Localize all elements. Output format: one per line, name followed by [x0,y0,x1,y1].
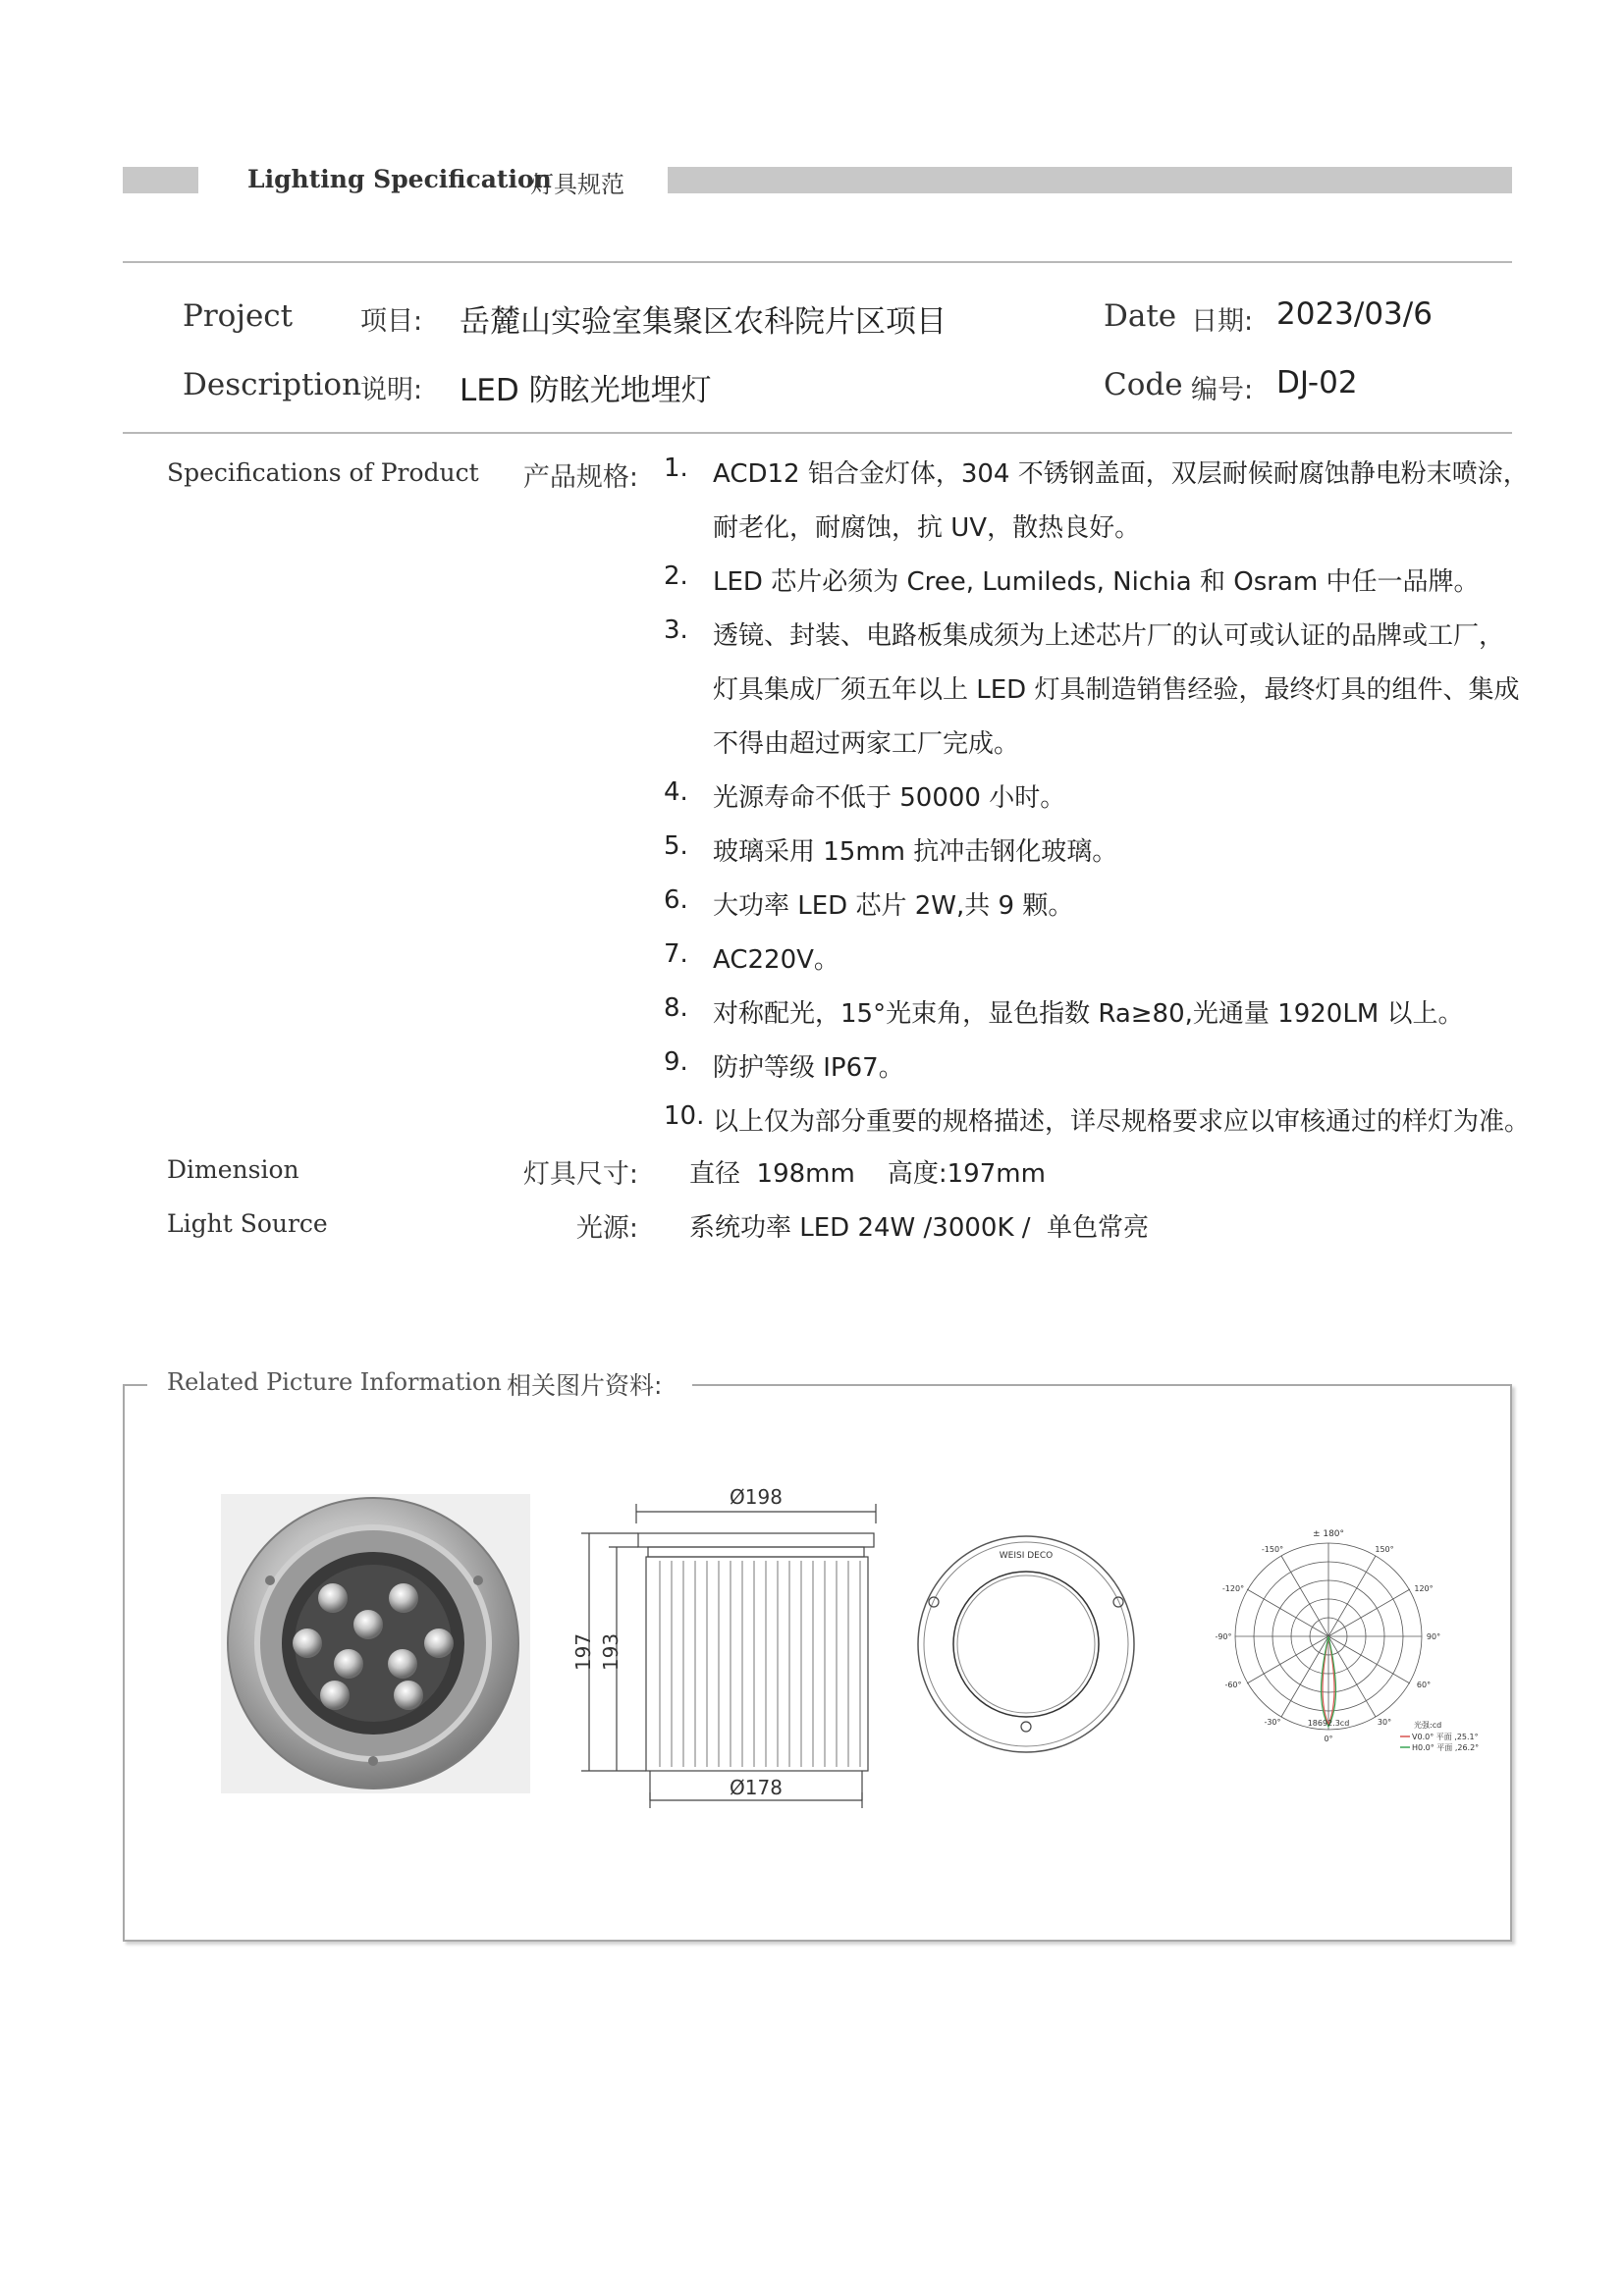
divider-bottom [123,432,1512,434]
spec-number: 3. [664,615,688,645]
spec-number: 5. [664,831,688,861]
polar-angle: -30° [1264,1718,1281,1727]
related-label-cn: 相关图片资料: [507,1366,662,1402]
polar-angle: 30° [1377,1718,1392,1727]
list-item [664,1101,1531,1155]
list-item [664,939,1508,993]
heat-fins [660,1561,860,1767]
code-label-cn: 编号: [1191,375,1254,405]
top-view-brand: WEISI DECO [999,1551,1054,1561]
polar-peak-label: 18692.3cd [1307,1719,1350,1728]
project-label: Project [183,298,294,334]
spec-text: 防护等级 IP67。 [713,1053,904,1083]
code-label: Code [1104,367,1183,402]
code-value: DJ-02 [1276,365,1358,400]
project-label-cn: 项目: [360,306,423,337]
polar-top-label: ± 180° [1312,1529,1345,1539]
header-title: Lighting Specification [247,165,552,193]
list-item [664,993,1508,1047]
spec-text: 耐老化，耐腐蚀，抗 UV，散热良好。 [713,513,1141,543]
bottom-diameter-label: Ø178 [730,1776,783,1799]
side-drawing [569,1482,893,1816]
list-item [664,777,1508,831]
polar-angle: -90° [1215,1632,1232,1641]
spec-number: 8. [664,993,688,1023]
product-photo [221,1494,530,1793]
specs-label-cn: 产品规格: [522,462,638,493]
related-label: Related Picture Information [167,1368,502,1396]
date-value: 2023/03/6 [1276,296,1433,332]
project-value: 岳麓山实验室集聚区农科院片区项目 [460,304,947,340]
polar-legend-title: 光强:cd [1414,1721,1442,1730]
dimension-label-cn: 灯具尺寸: [522,1159,638,1190]
body-height-label: 193 [599,1632,623,1672]
spec-text: 对称配光，15°光束角，显色指数 Ra≥80,光通量 1920LM 以上。 [713,999,1464,1029]
list-item [664,615,1520,777]
polar-angle: -120° [1221,1584,1245,1593]
polar-angle: 90° [1426,1632,1441,1641]
list-item [664,1047,1508,1101]
description-label: Description [183,367,362,402]
list-item [664,454,1529,561]
polar-distribution [1196,1517,1481,1767]
list-item [664,831,1508,885]
spec-number: 1. [664,454,688,483]
polar-legend-2: H0.0° 平面 ,26.2° [1412,1743,1480,1752]
spec-list [664,454,1531,1155]
light-source-label-cn: 光源: [575,1213,638,1244]
polar-legend-1: V0.0° 平面 ,25.1° [1412,1733,1479,1741]
polar-angle: 0° [1324,1735,1333,1743]
description-value: LED 防眩光地埋灯 [460,373,712,408]
date-label-cn: 日期: [1191,306,1254,337]
header-title-cn: 灯具规范 [530,171,624,198]
polar-angle: 120° [1414,1584,1434,1593]
polar-angle: -60° [1224,1681,1242,1689]
list-item [664,885,1508,939]
spec-number: 4. [664,777,688,807]
spec-text: AC220V。 [713,945,839,975]
total-height-label: 197 [571,1632,595,1672]
spec-number: 10. [664,1101,705,1131]
spec-text: ACD12 铝合金灯体，304 不锈钢盖面，双层耐候耐腐蚀静电粉末喷涂， [713,459,1529,489]
header-left-bar [123,167,198,193]
spec-number: 2. [664,561,688,591]
specs-label: Specifications of Product [167,458,479,487]
top-view-drawing [908,1526,1144,1762]
date-label: Date [1104,298,1177,334]
polar-angle: 150° [1375,1545,1394,1554]
spec-text: LED 芯片必须为 Cree, Lumileds, Nichia 和 Osram 中任一品牌。 [713,567,1480,597]
polar-angle: -150° [1261,1545,1284,1554]
top-diameter-label: Ø198 [730,1485,783,1509]
spec-number: 6. [664,885,688,915]
spec-text: 不得由超过两家工厂完成。 [713,729,1020,759]
header-right-bar [668,167,1512,193]
spec-text: 灯具集成厂须五年以上 LED 灯具制造销售经验，最终灯具的组件、集成 [713,675,1520,705]
light-source-value: 系统功率 LED 24W /3000K / 单色常亮 [689,1213,1150,1243]
list-item [664,561,1508,615]
dimension-label: Dimension [167,1155,299,1184]
spec-text: 玻璃采用 15mm 抗冲击钢化玻璃。 [713,837,1118,867]
spec-text: 光源寿命不低于 50000 小时。 [713,783,1066,813]
light-source-label: Light Source [167,1209,328,1238]
description-label-cn: 说明: [360,375,423,405]
polar-angle: 60° [1416,1681,1432,1689]
spec-text: 大功率 LED 芯片 2W,共 9 颗。 [713,891,1074,921]
divider-top [123,261,1512,263]
spec-text: 透镜、封装、电路板集成须为上述芯片厂的认可或认证的品牌或工厂， [713,621,1505,651]
spec-number: 7. [664,939,688,969]
spec-number: 9. [664,1047,688,1077]
dimension-value: 直径 198mm 高度:197mm [689,1159,1046,1189]
spec-text: 以上仅为部分重要的规格描述，详尽规格要求应以审核通过的样灯为准。 [713,1107,1531,1137]
